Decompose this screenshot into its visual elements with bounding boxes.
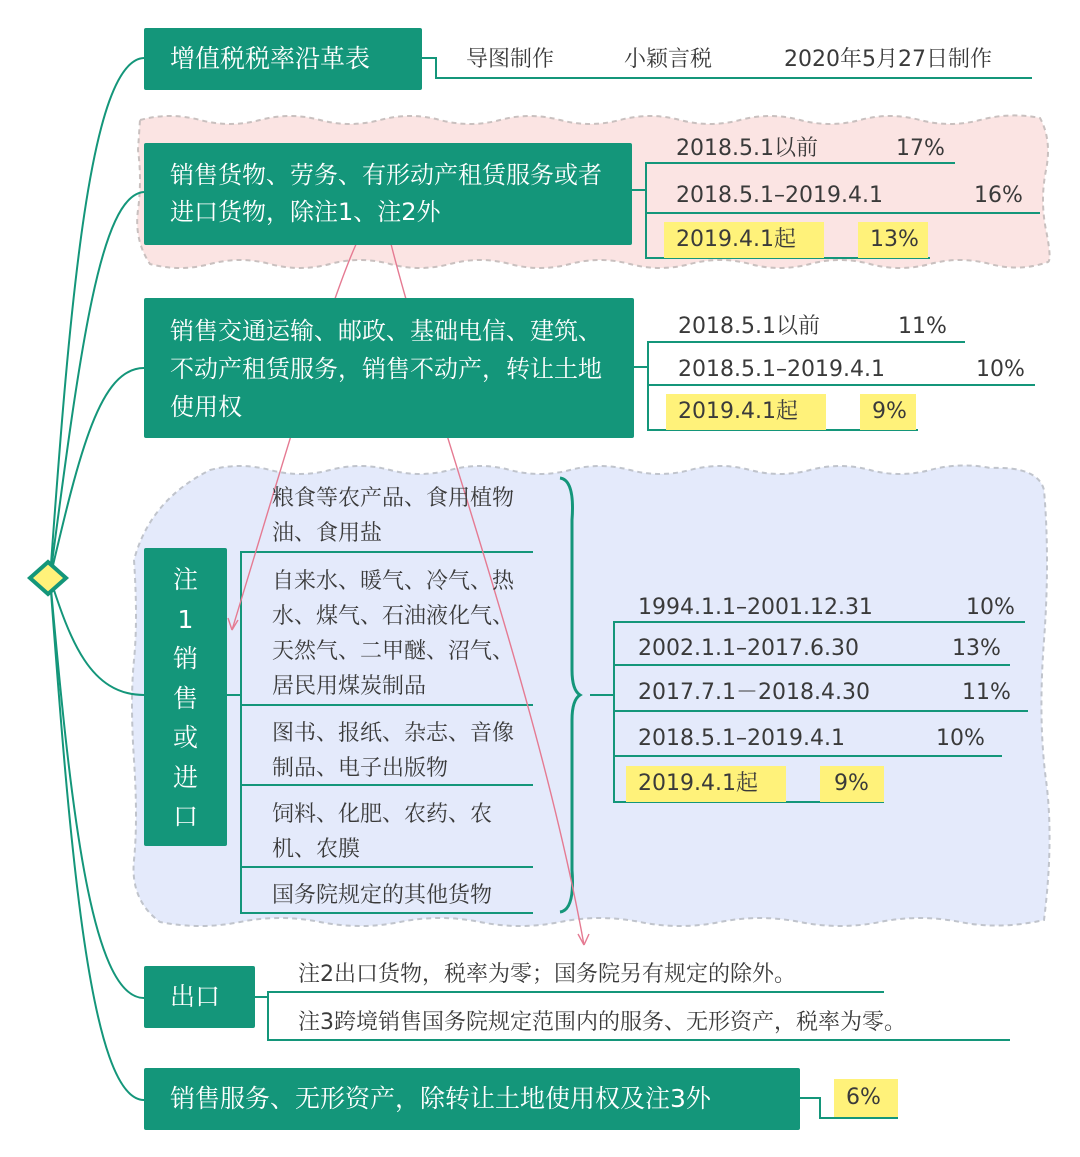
branch2-period-2: 2018.5.1–2019.4.1 [678, 357, 885, 382]
branch4-note-2: 注3跨境销售国务院规定范围内的服务、无形资产，税率为零。 [298, 1010, 906, 1035]
root-link-branch5 [50, 578, 144, 1100]
branch5-node: 销售服务、无形资产，除转让土地使用权及注3外 [144, 1068, 800, 1130]
branch3-rate-3: 11% [962, 680, 1011, 705]
branch3-period-5: 2019.4.1起 [638, 771, 758, 796]
branch3-period-2: 2002.1.1–2017.6.30 [638, 636, 859, 661]
branch1-rate-1: 17% [896, 136, 945, 161]
root-link-branch4 [50, 578, 144, 998]
branch2-period-3: 2019.4.1起 [678, 399, 798, 424]
branch2-rate-1: 11% [898, 314, 947, 339]
branch3-rate-5: 9% [834, 771, 869, 796]
branch3-period-4: 2018.5.1–2019.4.1 [638, 726, 845, 751]
branch2-rate-2: 10% [976, 357, 1025, 382]
root-diamond [30, 562, 66, 594]
branch3-rate-1: 10% [966, 595, 1015, 620]
branch1-period-2: 2018.5.1–2019.4.1 [676, 183, 883, 208]
branch1-period-3: 2019.4.1起 [676, 227, 796, 252]
branch3-node [144, 548, 227, 846]
relation-arrow-1 [228, 618, 238, 630]
branch3-period-3: 2017.7.1－2018.4.30 [638, 680, 870, 705]
title-meta-author-label: 导图制作 [466, 47, 555, 72]
branch1-node: 销售货物、劳务、有形动产租赁服务或者进口货物，除注1、注2外 [144, 143, 632, 245]
branch3-item-4: 饲料、化肥、农药、农机、农膜 [272, 802, 493, 862]
branch3-item-1: 粮食等农产品、食用植物油、食用盐 [272, 486, 515, 546]
root-link-branch3 [50, 578, 144, 695]
branch2-rate-3: 9% [872, 399, 907, 424]
branch1-rate-3: 13% [870, 227, 919, 252]
branch3-label: 注1销售或进口 [172, 565, 198, 831]
branch3-item-5: 国务院规定的其他货物 [272, 883, 493, 908]
title-node: 增值税税率沿革表 [144, 28, 422, 90]
branch1-rate-2: 16% [974, 183, 1023, 208]
brace [560, 478, 580, 912]
title-meta-date: 2020年5月27日制作 [784, 47, 992, 72]
branch4-node: 出口 [144, 966, 255, 1028]
root-link-title [50, 58, 144, 578]
branch2-period-1: 2018.5.1以前 [678, 314, 820, 339]
branch3-item-3: 图书、报纸、杂志、音像制品、电子出版物 [272, 721, 515, 781]
title-meta-author: 小颖言税 [624, 47, 713, 72]
branch1-period-1: 2018.5.1以前 [676, 136, 818, 161]
branch5-rate: 6% [846, 1085, 881, 1110]
branch2-node: 销售交通运输、邮政、基础电信、建筑、不动产租赁服务，销售不动产，转让土地使用权 [144, 298, 634, 438]
branch4-note-1: 注2出口货物，税率为零；国务院另有规定的除外。 [298, 962, 796, 987]
branch3-period-1: 1994.1.1–2001.12.31 [638, 595, 873, 620]
branch3-rate-4: 10% [936, 726, 985, 751]
branch3-item-2: 自来水、暖气、冷气、热水、煤气、石油液化气、天然气、二甲醚、沼气、居民用煤炭制品 [272, 569, 515, 699]
branch3-rate-2: 13% [952, 636, 1001, 661]
